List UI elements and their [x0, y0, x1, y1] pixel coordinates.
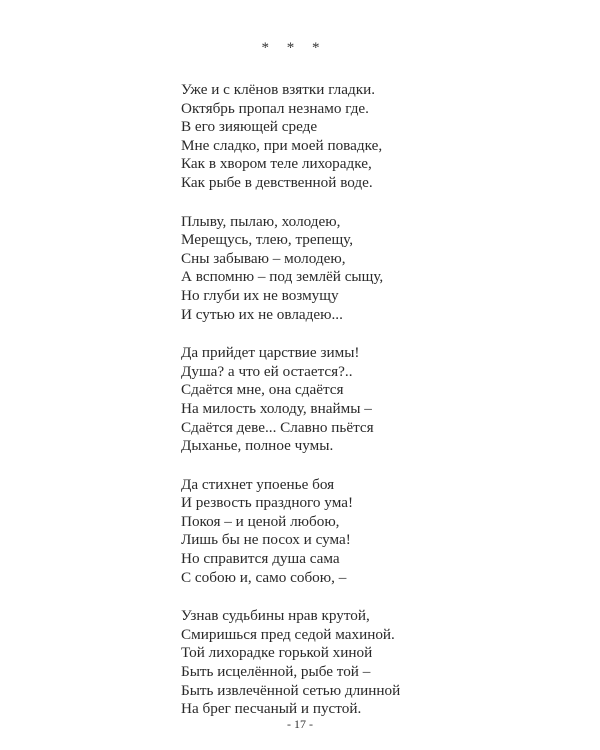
poem-line: Мне сладко, при моей повадке,	[181, 136, 383, 154]
poem-line: Узнав судьбины нрав крутой,	[181, 607, 370, 625]
poem-line: Быть исцелённой, рыбе той –	[181, 663, 371, 681]
stanza-4	[181, 476, 581, 588]
poem-line: Смиришься пред седой махиной.	[181, 625, 395, 643]
poem-line: С собою и, само собою, –	[181, 568, 347, 586]
poem-line: На брег песчаный и пустой.	[181, 700, 362, 718]
poem-line: Да прийдет царствие зимы!	[181, 344, 360, 362]
poem	[181, 81, 581, 739]
poem-line: Душа? а что ей остается?..	[181, 362, 353, 380]
poem-line: Дыханье, полное чумы.	[181, 437, 334, 455]
page-number: - 17 -	[287, 717, 313, 731]
poem-line: Но глуби их не возмущу	[181, 286, 339, 304]
poem-line: Лишь бы не посох и сума!	[181, 531, 351, 549]
poem-line: Плыву, пылаю, холодею,	[181, 212, 341, 230]
poem-line: Но справится душа сама	[181, 550, 340, 568]
poem-line: Быть извлечённой сетью длинной	[181, 681, 401, 699]
stanza-1	[181, 81, 581, 193]
poem-line: На милость холоду, внаймы –	[181, 399, 372, 417]
poem-line: Уже и с клёнов взятки гладки.	[181, 81, 376, 98]
poem-line: Сны забываю – молодею,	[181, 249, 346, 267]
poem-line: Покоя – и ценой любою,	[181, 512, 340, 530]
poem-line: Да стихнет упоенье боя	[181, 475, 335, 493]
poem-line: В его зияющей среде	[181, 118, 318, 136]
poem-line: Той лихорадке горькой хиной	[181, 644, 373, 662]
section-ornament: * * *	[261, 40, 320, 56]
stanza-3	[181, 344, 581, 456]
stanza-5	[181, 607, 581, 719]
poem-line: Сдаётся деве... Славно пьётся	[181, 418, 374, 436]
poem-line: Мерещусь, тлею, трепещу,	[181, 231, 354, 249]
poem-line: Сдаётся мне, она сдаётся	[181, 381, 344, 399]
poem-line: Как в хвором теле лихорадке,	[181, 155, 372, 173]
poem-line: И сутью их не овладею...	[181, 305, 343, 323]
poem-line: И резвость праздного ума!	[181, 494, 354, 512]
stanza-2	[181, 213, 581, 325]
poem-line: А вспомню – под землёй сыщу,	[181, 268, 384, 286]
poem-line: Как рыбе в девственной воде.	[181, 173, 373, 191]
poem-line: Октябрь пропал незнамо где.	[181, 99, 369, 117]
